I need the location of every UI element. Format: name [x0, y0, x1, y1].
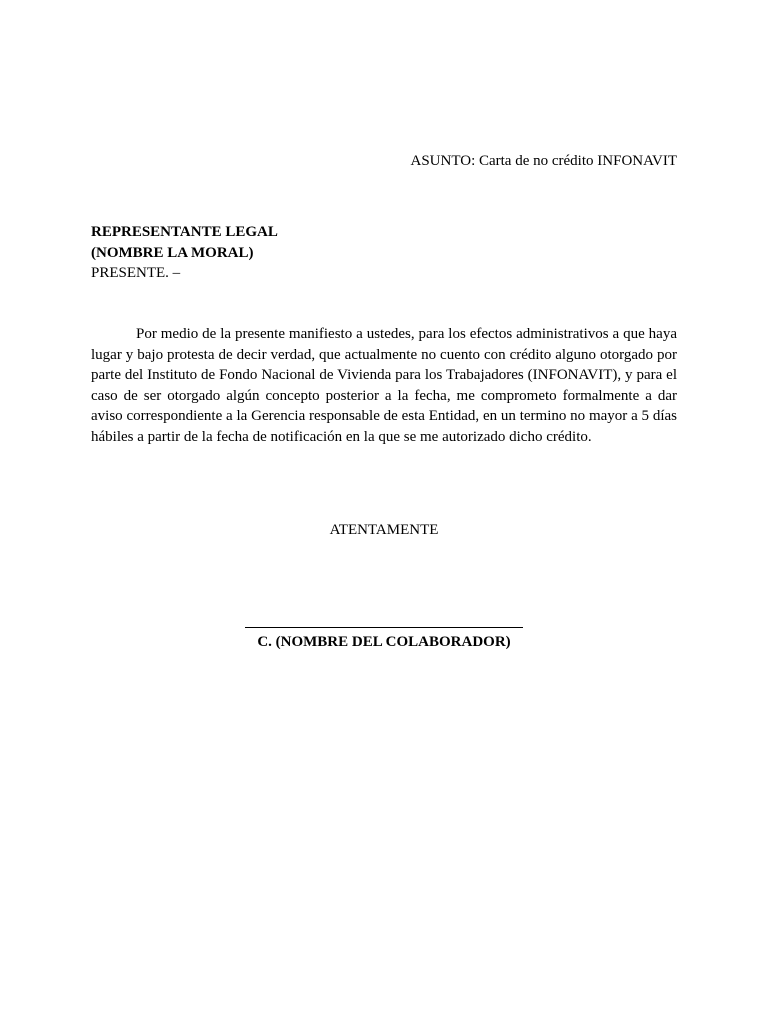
letter-body-paragraph: Por medio de la presente manifiesto a ustedes, para los efectos administrativos a que haya lugar y bajo protesta de decir verdad, que actualmente no cuento con crédito alguno otorgado por parte del Instituto de Fondo Nacional de Vivienda para los Trabajadores (INFONAVIT), y para el caso de ser otorgado algún concepto posterior a la fecha, me comprometo formalmente a dar aviso correspondiente a la Gerencia responsable de esta Entidad, en un termino no mayor a 5 días hábiles a partir de la fecha de notificación en la que se me autorizado dicho crédito.	[91, 326, 677, 445]
signature-name: C. (NOMBRE DEL COLABORADOR)	[257, 634, 511, 650]
signature-line	[245, 627, 523, 628]
closing-text: ATENTAMENTE	[329, 522, 439, 538]
subject-line: ASUNTO: Carta de no crédito INFONAVIT	[410, 153, 677, 169]
addressee-title: REPRESENTANTE LEGAL	[91, 224, 278, 240]
addressee-block	[91, 222, 278, 284]
addressee-presente: PRESENTE. –	[91, 265, 181, 281]
addressee-company: (NOMBRE LA MORAL)	[91, 244, 254, 261]
